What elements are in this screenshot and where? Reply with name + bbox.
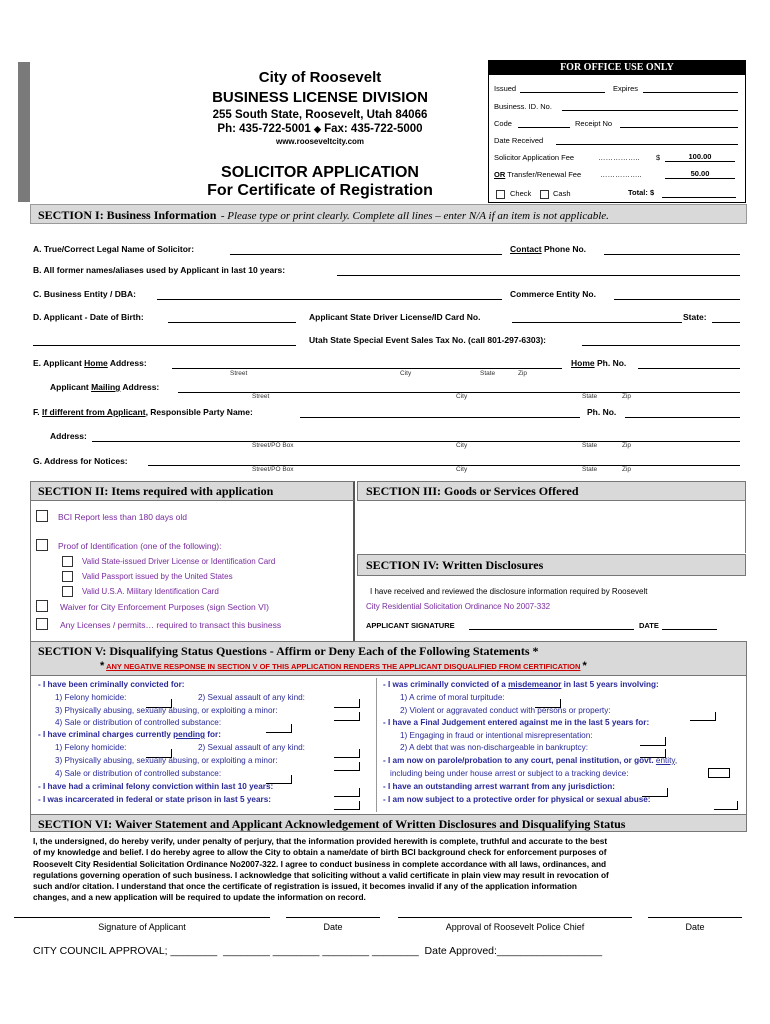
mailing-state-sub: State	[582, 393, 598, 400]
app-fee-amount: 100.00	[665, 152, 735, 162]
mailing-post: Address:	[120, 382, 160, 392]
mailing-city-sub: City	[456, 393, 468, 400]
warning-star-right: *	[582, 660, 587, 672]
notice-zip-sub: Zip	[622, 466, 632, 473]
cash-label: Cash	[553, 189, 571, 198]
code-field[interactable]	[518, 117, 570, 128]
legal-name-label: A. True/Correct Legal Name of Solicitor:	[33, 244, 195, 254]
notices-address-field[interactable]	[148, 455, 740, 466]
app-fee-dollar: $	[656, 153, 661, 162]
q-drugs-2	[55, 769, 221, 778]
q-minor-1	[55, 706, 278, 715]
warning-text: ANY NEGATIVE RESPONSE IN SECTION V OF THIS APPLICATION RENDERS THE APPLICANT DISQUALIFIED FROM CERTIFICATION	[106, 662, 581, 671]
q-violent-box[interactable]	[690, 707, 716, 725]
waiver-line-3: Roosevelt City Residential Solicitation Ordinance No2007-322. I agree to conduct business in complete accordance with all laws, ordinances, and	[33, 858, 607, 869]
home-word: Home	[84, 358, 108, 368]
id3-checkbox[interactable]	[62, 584, 73, 602]
q-drugs-1-text: 4) Sale or distribution of controlled substance:	[55, 718, 222, 727]
f-pre: F.	[33, 407, 42, 417]
home-zip-sub: Zip	[518, 370, 528, 377]
q-judgement-text: - I have a Final Judgement entered against me in the last 5 years for:	[383, 718, 650, 727]
responsible-address-label: Address:	[50, 431, 87, 441]
goods-services-field[interactable]	[357, 501, 746, 553]
warning-star-left: *	[100, 660, 105, 672]
q-convicted-for	[38, 680, 185, 689]
q-parole	[383, 756, 677, 765]
driver-license-label: Applicant State Driver License/ID Card No.	[309, 312, 481, 322]
applicant-sig-line[interactable]	[14, 917, 270, 918]
home-address-pre: E. Applicant	[33, 358, 85, 368]
q-sexual-assault-1	[198, 693, 305, 702]
date1-line[interactable]	[286, 917, 380, 918]
q-fraud	[400, 731, 593, 740]
section4-date-field[interactable]	[662, 619, 717, 630]
notice-state-sub: State	[582, 466, 598, 473]
dob-label: D. Applicant - Date of Birth:	[33, 312, 144, 322]
q-bankruptcy-text: 2) A debt that was non-dischargeable in bankruptcy:	[400, 743, 588, 752]
sales-tax-field[interactable]	[582, 335, 740, 346]
resp-state-sub: State	[582, 442, 598, 449]
applicant-signature-label: APPLICANT SIGNATURE	[366, 621, 455, 630]
q-felony-10yr	[38, 782, 273, 791]
section1-note: - Please type or print clearly. Complete all lines – enter N/A if an item is not applicable.	[220, 210, 609, 222]
q-convicted-for-text: - I have been criminally convicted for:	[38, 680, 185, 689]
responsible-phone-label: Ph. No.	[587, 407, 617, 417]
f-post: , Responsible Party Name:	[145, 407, 253, 417]
q-warrant-text: - I have an outstanding arrest warrant from any jurisdiction:	[383, 782, 616, 791]
q-parole-word: entity	[655, 756, 675, 765]
contact-phone-label	[510, 244, 586, 254]
home-phone-rest: Ph. No.	[594, 358, 627, 368]
fax-text: Fax: 435-722-5000	[324, 123, 423, 135]
q-parole-box[interactable]	[708, 764, 730, 782]
section2-title: SECTION II: Items required with application	[38, 484, 274, 498]
q-moral-turpitude	[400, 693, 505, 702]
q-pending	[38, 730, 221, 739]
council-label: CITY COUNCIL APPROVAL; ________	[33, 945, 218, 957]
q-minor-2-box[interactable]	[334, 757, 360, 775]
home-address-label	[33, 358, 147, 368]
q-felony-homicide-2-text: 1) Felony homicide:	[55, 743, 127, 752]
receipt-label: Receipt No	[575, 119, 613, 128]
section3-title: SECTION III: Goods or Services Offered	[366, 484, 579, 498]
waiver-checkbox[interactable]	[36, 599, 48, 617]
legal-name-field[interactable]	[230, 244, 502, 255]
division-title: BUSINESS LICENSE DIVISION	[212, 89, 428, 106]
transfer-amount: 50.00	[665, 169, 735, 179]
commerce-entity-label: Commerce Entity No.	[510, 289, 596, 299]
business-entity-label: C. Business Entity / DBA:	[33, 289, 136, 299]
left-margin-bar	[18, 62, 30, 202]
section5-divider	[376, 678, 377, 812]
application-title: SOLICITOR APPLICATION	[221, 164, 419, 181]
police-chief-label: Approval of Roosevelt Police Chief	[445, 922, 585, 932]
q-misdemeanor-word: misdemeanor	[508, 680, 562, 689]
diamond-icon: ◆	[313, 124, 321, 134]
id1-label: Valid State-issued Driver License or Identification Card	[82, 557, 276, 566]
q-violent-text: 2) Violent or aggravated conduct with persons or property:	[400, 706, 611, 715]
date2-line[interactable]	[648, 917, 742, 918]
issued-label: Issued	[494, 84, 517, 93]
waiver-line-2: of my knowledge and belief. I do hereby agree to allow the City to obtain a name/date of birth BCI background check for enforcement purposes of	[33, 847, 607, 858]
total-label: Total: $	[628, 188, 655, 197]
bci-label: BCI Report less than 180 days old	[58, 512, 187, 522]
q-sexual-assault-1-text: 2) Sexual assault of any kind:	[198, 693, 305, 702]
section1-title-line	[38, 206, 609, 224]
home-city-sub: City	[400, 370, 412, 377]
q-house-arrest-text: including being under house arrest or subject to a tracking device:	[390, 769, 629, 778]
section5-warning	[100, 660, 587, 672]
check-checkbox[interactable]	[496, 186, 505, 204]
applicant-signature-field[interactable]	[469, 619, 634, 630]
date-received-field[interactable]	[556, 134, 738, 145]
dl-state-label: State:	[683, 312, 707, 322]
mailing-zip-sub: Zip	[622, 393, 632, 400]
office-use-header: FOR OFFICE USE ONLY	[489, 61, 745, 75]
mailing-word: Mailing	[91, 382, 121, 392]
section6-title: SECTION VI: Waiver Statement and Applicant Acknowledgement of Written Disclosures and Disqualifying Status	[38, 817, 626, 831]
date2-label: Date	[685, 922, 705, 932]
q-bankruptcy	[400, 743, 588, 752]
website: www.rooseveltcity.com	[275, 137, 365, 146]
police-chief-line[interactable]	[398, 917, 632, 918]
bci-checkbox[interactable]	[36, 509, 48, 527]
q-judgement	[383, 718, 649, 727]
q-violent	[400, 706, 611, 715]
mailing-address-label	[50, 382, 159, 392]
notice-street-sub: Street/PO Box	[252, 466, 294, 473]
disclosure-text-1: I have received and reviewed the disclosure information required by Roosevelt	[370, 587, 648, 596]
waiver-line-5: such and/or citation. I understand that once the certificate of registration is issued, it becomes invalid if any of the application information	[33, 881, 577, 892]
driver-license-field[interactable]	[512, 312, 682, 323]
q-pending-word: pending	[173, 730, 205, 739]
city-title: City of Roosevelt	[258, 69, 382, 86]
q-pending-post: for:	[205, 730, 221, 739]
mailing-address-field[interactable]	[178, 382, 740, 393]
q-incarcerated-box[interactable]	[334, 796, 360, 814]
address-line: 255 South State, Roosevelt, Utah 84066	[212, 109, 428, 121]
section1-title: SECTION I: Business Information	[38, 208, 217, 222]
q-protective-order-text: - I am now subject to a protective order for physical or sexual abuse:	[383, 795, 651, 804]
q-misdemeanor-post: in last 5 years involving:	[561, 680, 659, 689]
issued-field[interactable]	[520, 82, 605, 93]
cash-checkbox[interactable]	[540, 186, 549, 204]
app-fee-label: Solicitor Application Fee	[494, 153, 575, 162]
code-label: Code	[494, 119, 512, 128]
q-drugs-2-text: 4) Sale or distribution of controlled substance:	[55, 769, 222, 778]
former-names-field[interactable]	[337, 265, 740, 276]
resp-street-sub: Street/PO Box	[252, 442, 294, 449]
former-names-label: B. All former names/aliases used by Applicant in last 10 years:	[33, 265, 286, 275]
waiver-line-6: changes, and a new application will be required to update the information on record.	[33, 892, 366, 903]
sales-tax-label: Utah State Special Event Sales Tax No. (call 801-297-6303):	[309, 335, 547, 345]
applicant-sig-label: Signature of Applicant	[98, 922, 186, 932]
q-incarcerated	[38, 795, 271, 804]
q-misdemeanor	[383, 680, 659, 689]
resp-city-sub: City	[456, 442, 468, 449]
date-received-label: Date Received	[494, 136, 544, 145]
application-subtitle: For Certificate of Registration	[207, 182, 433, 199]
transfer-dots: ……………..	[600, 170, 642, 179]
disclosure-text-2: City Residential Solicitation Ordinance No 2007-332	[366, 602, 551, 611]
notice-city-sub: City	[456, 466, 468, 473]
date-approved[interactable]: Date Approved:__________________	[424, 945, 603, 957]
council-blanks[interactable]: ________ ________ ________ ________	[223, 945, 419, 957]
waiver-label: Waiver for City Enforcement Purposes (sign Section VI)	[60, 602, 269, 612]
section4-title: SECTION IV: Written Disclosures	[366, 558, 544, 572]
business-id-label: Business. ID. No.	[494, 102, 552, 111]
responsible-party-label	[33, 407, 253, 417]
q-protective-order	[383, 795, 651, 804]
home-phone-word: Home	[571, 358, 595, 368]
id2-label: Valid Passport issued by the United States	[82, 572, 233, 581]
council-approval	[33, 945, 602, 957]
q-minor-1-box[interactable]	[334, 707, 360, 725]
q-felony-homicide-1	[55, 693, 126, 702]
commerce-entity-field[interactable]	[614, 289, 740, 300]
q-incarcerated-text: - I was incarcerated in federal or state prison in last 5 years:	[38, 795, 271, 804]
q-felony-homicide-2	[55, 743, 126, 752]
home-phone-label	[571, 358, 626, 368]
proof-label: Proof of Identification (one of the following):	[58, 541, 222, 551]
licenses-label: Any Licenses / permits… required to transact this business	[60, 620, 282, 630]
q-parole-pre: - I am now on parole/probation to any court, penal institution, or govt.	[383, 756, 656, 765]
phone-text: Ph: 435-722-5001	[217, 123, 311, 135]
section5-title: SECTION V: Disqualifying Status Questions - Affirm or Deny Each of the Following Statements *	[38, 644, 539, 658]
waiver-statement	[33, 836, 745, 904]
q-misdemeanor-pre: - I was criminally convicted of a	[383, 680, 509, 689]
section4-date-label: DATE	[639, 621, 659, 630]
licenses-checkbox[interactable]	[36, 617, 48, 635]
dl-state-field[interactable]	[712, 312, 740, 323]
waiver-line-1: I, the undersigned, do hereby verify, under penalty of perjury, that the information provided herewith is complete, truthful and accurate to the best	[33, 836, 608, 846]
app-fee-dots: ……………..	[598, 153, 640, 162]
q-warrant	[383, 782, 615, 791]
sales-tax-left-line	[33, 335, 296, 346]
home-state-sub: State	[480, 370, 496, 377]
contact-phone-field[interactable]	[604, 244, 740, 255]
total-field[interactable]	[662, 187, 736, 198]
expires-field[interactable]	[643, 82, 738, 93]
q-minor-2-text: 3) Physically abusing, sexually abusing, or exploiting a minor:	[55, 756, 278, 765]
q-minor-1-text: 3) Physically abusing, sexually abusing, or exploiting a minor:	[55, 706, 278, 715]
q-protective-order-box[interactable]	[714, 796, 738, 814]
business-id-field[interactable]	[562, 100, 738, 111]
responsible-address-field[interactable]	[92, 431, 740, 442]
mailing-pre: Applicant	[50, 382, 92, 392]
f-underlined: If different from Applicant	[41, 407, 146, 417]
check-label: Check	[510, 189, 532, 198]
q-drugs-1-box[interactable]	[266, 719, 292, 737]
business-entity-field[interactable]	[157, 289, 502, 300]
q-felony-homicide-1-text: 1) Felony homicide:	[55, 693, 127, 702]
mailing-street-sub: Street	[252, 393, 270, 400]
phone-fax-line	[195, 123, 445, 135]
q-fraud-text: 1) Engaging in fraud or intentional misrepresentation:	[400, 731, 593, 740]
dob-field[interactable]	[168, 312, 296, 323]
responsible-phone-field[interactable]	[625, 407, 740, 418]
transfer-fee-label: Transfer/Renewal Fee	[507, 170, 582, 179]
or-label: OR	[494, 170, 506, 179]
q-sexual-assault-2	[198, 743, 305, 752]
q-moral-turpitude-text: 1) A crime of moral turpitude:	[400, 693, 505, 702]
q-minor-2	[55, 756, 278, 765]
resp-zip-sub: Zip	[622, 442, 632, 449]
home-address-field[interactable]	[172, 358, 562, 369]
q-pending-pre: - I have criminal charges currently	[38, 730, 174, 739]
receipt-field[interactable]	[620, 117, 738, 128]
q-house-arrest	[390, 769, 629, 778]
home-phone-field[interactable]	[638, 358, 740, 369]
q-felony-10yr-text: - I have had a criminal felony conviction within last 10 years:	[38, 782, 274, 791]
notices-address-label: G. Address for Notices:	[33, 456, 128, 466]
date1-label: Date	[323, 922, 343, 932]
contact-word: Contact	[510, 244, 542, 254]
contact-phone-rest: Phone No.	[541, 244, 587, 254]
expires-label: Expires	[613, 84, 639, 93]
responsible-party-field[interactable]	[300, 407, 580, 418]
id3-label: Valid U.S.A. Military Identification Card	[82, 587, 219, 596]
waiver-line-4: regulations governing operation of such business. I acknowledge that soliciting without a valid certificate in plain view may result in revocation of	[33, 869, 609, 880]
home-street-sub: Street	[230, 370, 248, 377]
proof-checkbox[interactable]	[36, 538, 48, 556]
transfer-fee-line	[494, 170, 581, 179]
q-sexual-assault-2-text: 2) Sexual assault of any kind:	[198, 743, 305, 752]
q-drugs-1	[55, 718, 221, 727]
home-address-post: Address:	[107, 358, 147, 368]
q-parole-post: ,	[674, 756, 678, 765]
